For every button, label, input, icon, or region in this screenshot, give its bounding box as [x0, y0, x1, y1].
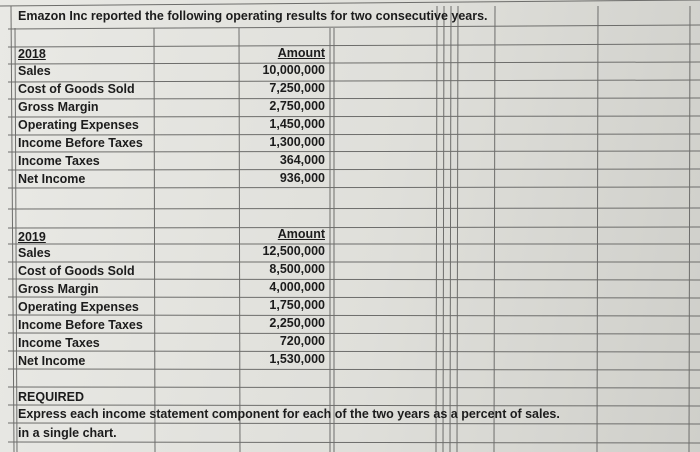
- year-2019-heading: 2019: [18, 230, 46, 244]
- row-2018-operating-expenses-amount: 1,450,000: [269, 117, 325, 131]
- row-2018-income-before-taxes-label: Income Before Taxes: [18, 136, 143, 150]
- row-2019-cogs-amount: 8,500,000: [269, 262, 325, 276]
- row-2019-income-before-taxes-amount: 2,250,000: [269, 316, 325, 330]
- row-2019-net-income-label: Net Income: [18, 354, 86, 368]
- row-2019-income-taxes-label: Income Taxes: [18, 336, 100, 350]
- required-instruction-continued: in a single chart.: [18, 426, 117, 440]
- row-2018-cogs-label: Cost of Goods Sold: [18, 82, 135, 96]
- amount-header-2018: Amount: [277, 46, 325, 60]
- row-2018-sales-label: Sales: [18, 64, 51, 78]
- row-2019-operating-expenses-amount: 1,750,000: [269, 298, 325, 312]
- row-2018-cogs-amount: 7,250,000: [269, 81, 325, 95]
- row-2018-income-taxes-amount: 364,000: [279, 153, 325, 167]
- row-2018-gross-margin-label: Gross Margin: [18, 100, 99, 114]
- row-2019-income-before-taxes-label: Income Before Taxes: [18, 318, 143, 332]
- row-2019-cogs-label: Cost of Goods Sold: [18, 264, 135, 278]
- row-2019-gross-margin-amount: 4,000,000: [269, 280, 325, 294]
- row-2019-net-income-amount: 1,530,000: [269, 352, 325, 366]
- sheet-title: Emazon Inc reported the following operating results for two consecutive years.: [18, 9, 488, 23]
- required-instruction: Express each income statement component for each of the two years as a percent of sales.: [18, 407, 560, 421]
- row-2018-income-before-taxes-amount: 1,300,000: [269, 135, 325, 149]
- row-2019-income-taxes-amount: 720,000: [279, 334, 325, 348]
- row-2018-income-taxes-label: Income Taxes: [18, 154, 100, 168]
- amount-header-2019: Amount: [277, 227, 325, 241]
- row-2019-sales-label: Sales: [18, 246, 51, 260]
- required-heading: REQUIRED: [18, 390, 84, 404]
- row-2018-net-income-label: Net Income: [18, 172, 86, 186]
- row-2018-net-income-amount: 936,000: [279, 171, 325, 185]
- row-2019-sales-amount: 12,500,000: [262, 244, 325, 258]
- row-2019-gross-margin-label: Gross Margin: [18, 282, 99, 296]
- row-2018-sales-amount: 10,000,000: [262, 63, 325, 77]
- year-2018-heading: 2018: [18, 47, 46, 61]
- row-2019-operating-expenses-label: Operating Expenses: [18, 300, 139, 314]
- row-2018-operating-expenses-label: Operating Expenses: [18, 118, 139, 132]
- row-2018-gross-margin-amount: 2,750,000: [269, 99, 325, 113]
